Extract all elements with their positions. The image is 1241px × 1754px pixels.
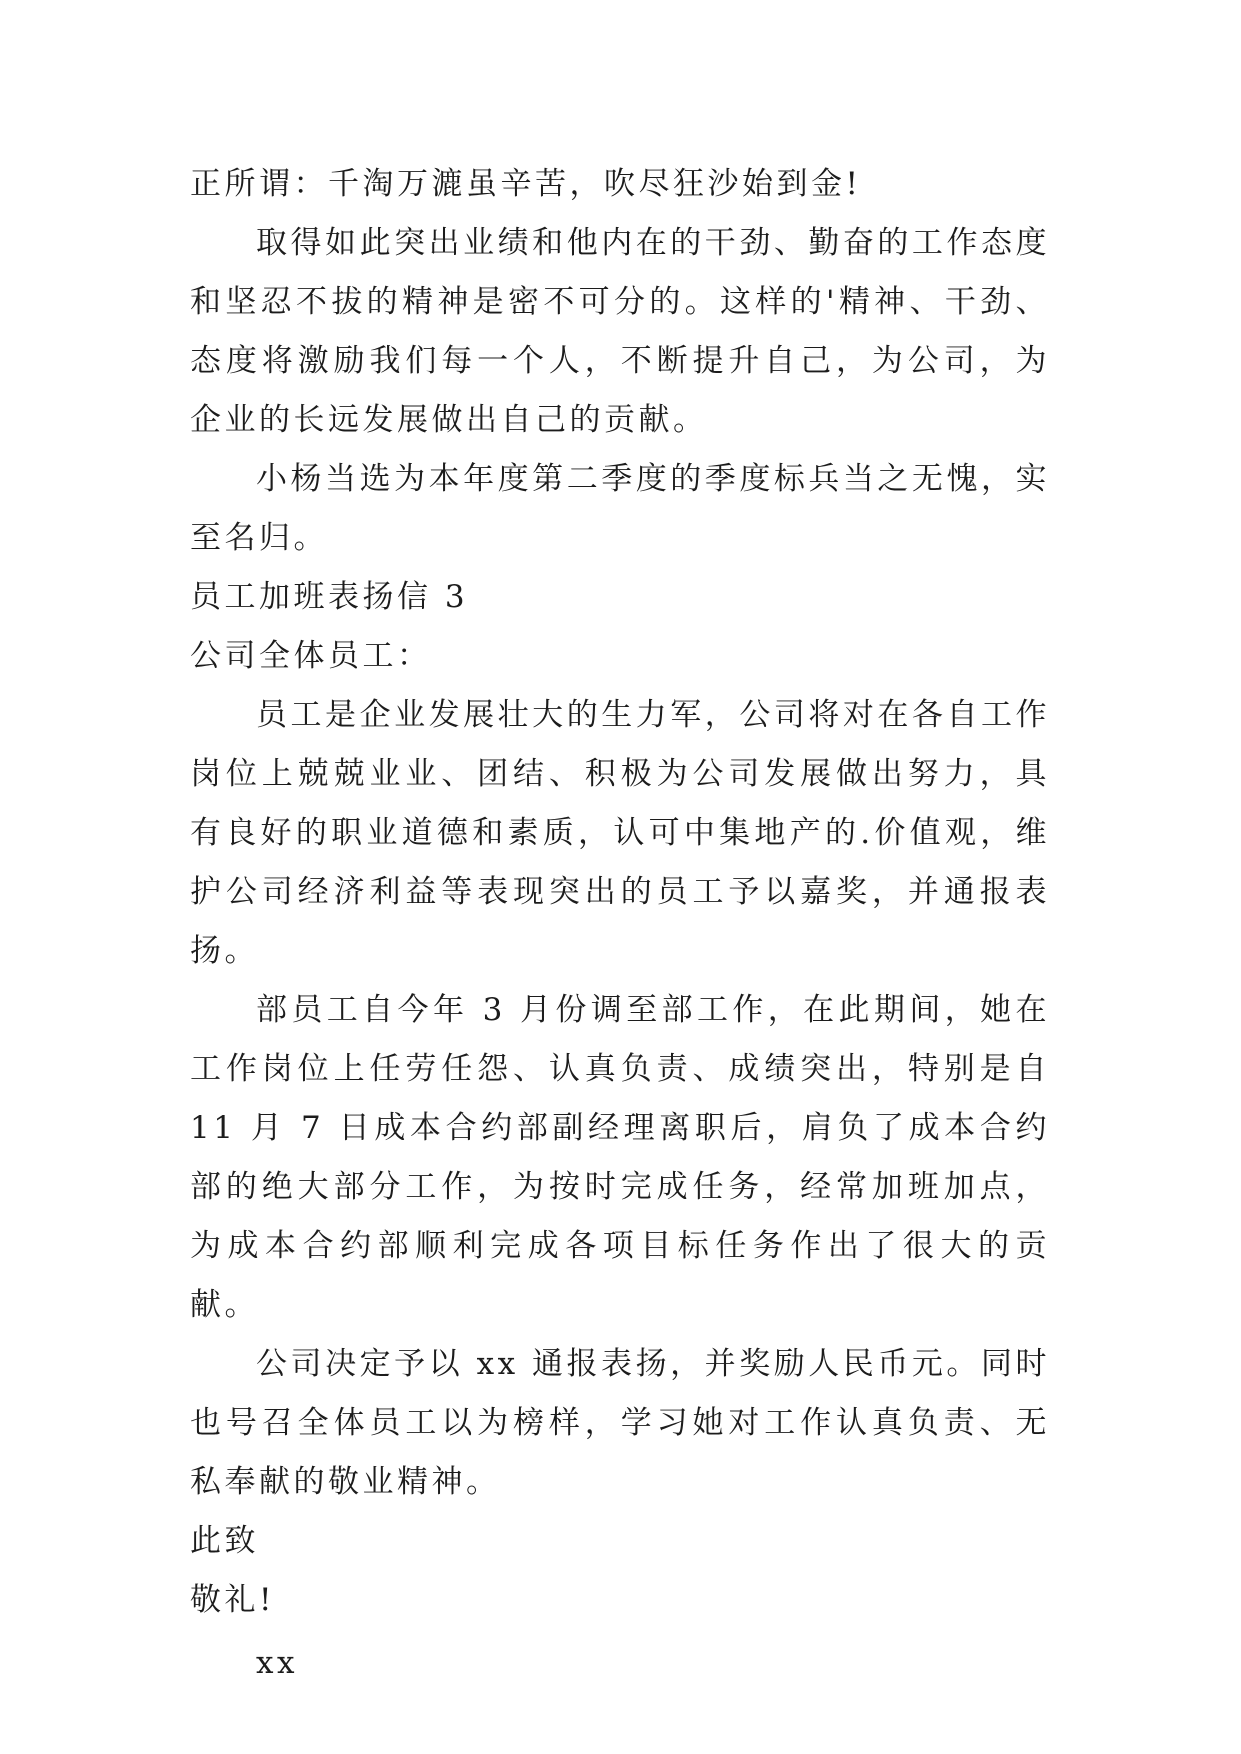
paragraph-award: 小杨当选为本年度第二季度的季度标兵当之无愧，实至名归。 (190, 461, 1050, 556)
paragraph-intro: 员工是企业发展壮大的生力军，公司将对在各自工作岗位上兢兢业业、团结、积极为公司发展做出努力，具有良好的职业道德和素质，认可中集地产的.价值观，维护公司经济利益等表现突出的员工予以嘉奖，并通报表扬。 (190, 697, 1050, 969)
paragraph-achievement: 取得如此突出业绩和他内在的干劲、勤奋的工作态度和坚忍不拔的精神是密不可分的。这样的'精神、干劲、态度将激励我们每一个人，不断提升自己，为公司，为企业的长远发展做出自己的贡献。 (190, 225, 1050, 438)
signature: xx (256, 1645, 298, 1681)
paragraph-employee-deeds: 部员工自今年 3 月份调至部工作，在此期间，她在工作岗位上任劳任怨、认真负责、成绩突出，特别是自 11 月 7 日成本合约部副经理离职后，肩负了成本合约部的绝大部分工作，为按时完成任务，经常加班加点，为成本合约部顺利完成各项目标任务作出了很大的贡献。 (190, 992, 1050, 1323)
letter-title: 员工加班表扬信 3 (190, 579, 469, 615)
closing-regards-2: 敬礼! (190, 1582, 275, 1618)
letter-salutation: 公司全体员工： (190, 638, 432, 674)
closing-quote-line: 正所谓：千淘万漉虽辛苦，吹尽狂沙始到金! (190, 166, 862, 202)
closing-regards-1: 此致 (190, 1523, 259, 1559)
paragraph-decision: 公司决定予以 xx 通报表扬，并奖励人民币元。同时也号召全体员工以为榜样，学习她对工作认真负责、无私奉献的敬业精神。 (190, 1346, 1050, 1500)
document-body (190, 155, 1050, 1693)
